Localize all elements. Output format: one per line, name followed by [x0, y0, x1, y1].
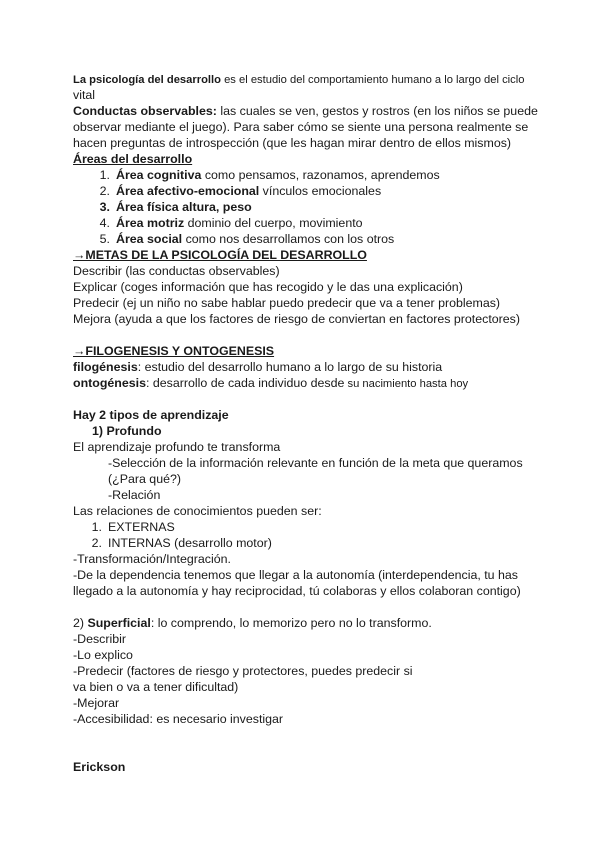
onto-term: ontogénesis	[73, 376, 146, 390]
areas-item: 2. Área afectivo-emocional vínculos emocionales	[99, 184, 382, 198]
profundo-dep: -De la dependencia tenemos que llegar a la autonomía (interdependencia, tu has	[73, 568, 518, 582]
observables-text-b: observar mediante el juego). Para saber cómo se siente una persona realmente se	[73, 120, 529, 134]
onto-text-small: su nacimiento hasta hoy	[344, 378, 469, 390]
metas-line: Mejora (ayuda a que los factores de riesgo de conviertan en factores protectores)	[73, 312, 520, 326]
areas-item: 5. Área social como nos desarrollamos con los otros	[99, 232, 395, 246]
superficial-term: Superficial	[87, 616, 151, 630]
metas-line: Explicar (coges información que has recogido y le das una explicación)	[73, 280, 463, 294]
profundo-list-item: 1. EXTERNAS	[91, 520, 175, 534]
intro-text-a: es el estudio del comportamiento humano a lo largo del ciclo	[220, 74, 525, 86]
profundo-dep: llegado a la autonomía y hay reciprocidad, tú colaboras y ellos colaboran contigo)	[73, 584, 521, 598]
profundo-sub: -Relación	[108, 488, 161, 502]
superficial-item: -Lo explico	[73, 648, 133, 662]
profundo-title: 1) Profundo	[92, 424, 162, 438]
superficial-line	[73, 615, 432, 631]
metas-line: Predecir (ej un niño no sabe hablar puedo predecir que va a tener problemas)	[73, 296, 501, 310]
intro-text-b: vital	[73, 88, 96, 102]
metas-line: Describir (las conductas observables)	[73, 264, 280, 278]
filo-line	[73, 359, 442, 375]
metas-heading: →METAS DE LA PSICOLOGÍA DEL DESARROLLO	[73, 248, 367, 262]
profundo-list-item: 2. INTERNAS (desarrollo motor)	[91, 536, 272, 550]
onto-line	[73, 375, 468, 392]
profundo-intro: El aprendizaje profundo te transforma	[73, 440, 281, 454]
observables-term: Conductas observables:	[73, 104, 217, 118]
areas-heading: Áreas del desarrollo	[73, 152, 193, 166]
superficial-item: -Mejorar	[73, 696, 120, 710]
areas-item: 1. Área cognitiva como pensamos, razonamos, aprendemos	[99, 168, 440, 182]
onto-text: : desarrollo de cada individuo desde	[145, 376, 345, 390]
superficial-prefix: 2)	[73, 616, 88, 630]
filo-heading: →FILOGENESIS Y ONTOGENESIS	[73, 344, 275, 358]
superficial-text: : lo comprendo, lo memorizo pero no lo transformo.	[150, 616, 432, 630]
areas-item: 4. Área motriz dominio del cuerpo, movimiento	[99, 216, 363, 230]
erickson-heading: Erickson	[73, 760, 126, 774]
areas-item: 3. Área física altura, peso	[99, 200, 252, 214]
superficial-item: -Predecir (factores de riesgo y protectores, puedes predecir si	[73, 664, 413, 678]
profundo-sub: (¿Para qué?)	[108, 472, 182, 486]
superficial-item: -Accesibilidad: es necesario investigar	[73, 712, 284, 726]
profundo-relaciones: Las relaciones de conocimientos pueden ser:	[73, 504, 322, 518]
observables-text-c: hacen preguntas de introspección (que les hagan mirar dentro de ellos mismos)	[73, 136, 512, 150]
superficial-item: va bien o va a tener dificultad)	[73, 680, 239, 694]
superficial-item: -Describir	[73, 632, 127, 646]
filo-text: : estudio del desarrollo humano a lo largo de su historia	[137, 360, 443, 374]
observables-line-1	[73, 103, 538, 119]
profundo-trans: -Transformación/Integración.	[73, 552, 231, 566]
intro-line-1	[73, 71, 524, 88]
filo-term: filogénesis	[73, 360, 138, 374]
aprendizaje-heading: Hay 2 tipos de aprendizaje	[73, 408, 229, 422]
profundo-sub: -Selección de la información relevante en función de la meta que queramos	[108, 456, 523, 470]
observables-text-a: las cuales se ven, gestos y rostros (en los niños se puede	[216, 104, 538, 118]
intro-term: La psicología del desarrollo	[73, 74, 221, 86]
